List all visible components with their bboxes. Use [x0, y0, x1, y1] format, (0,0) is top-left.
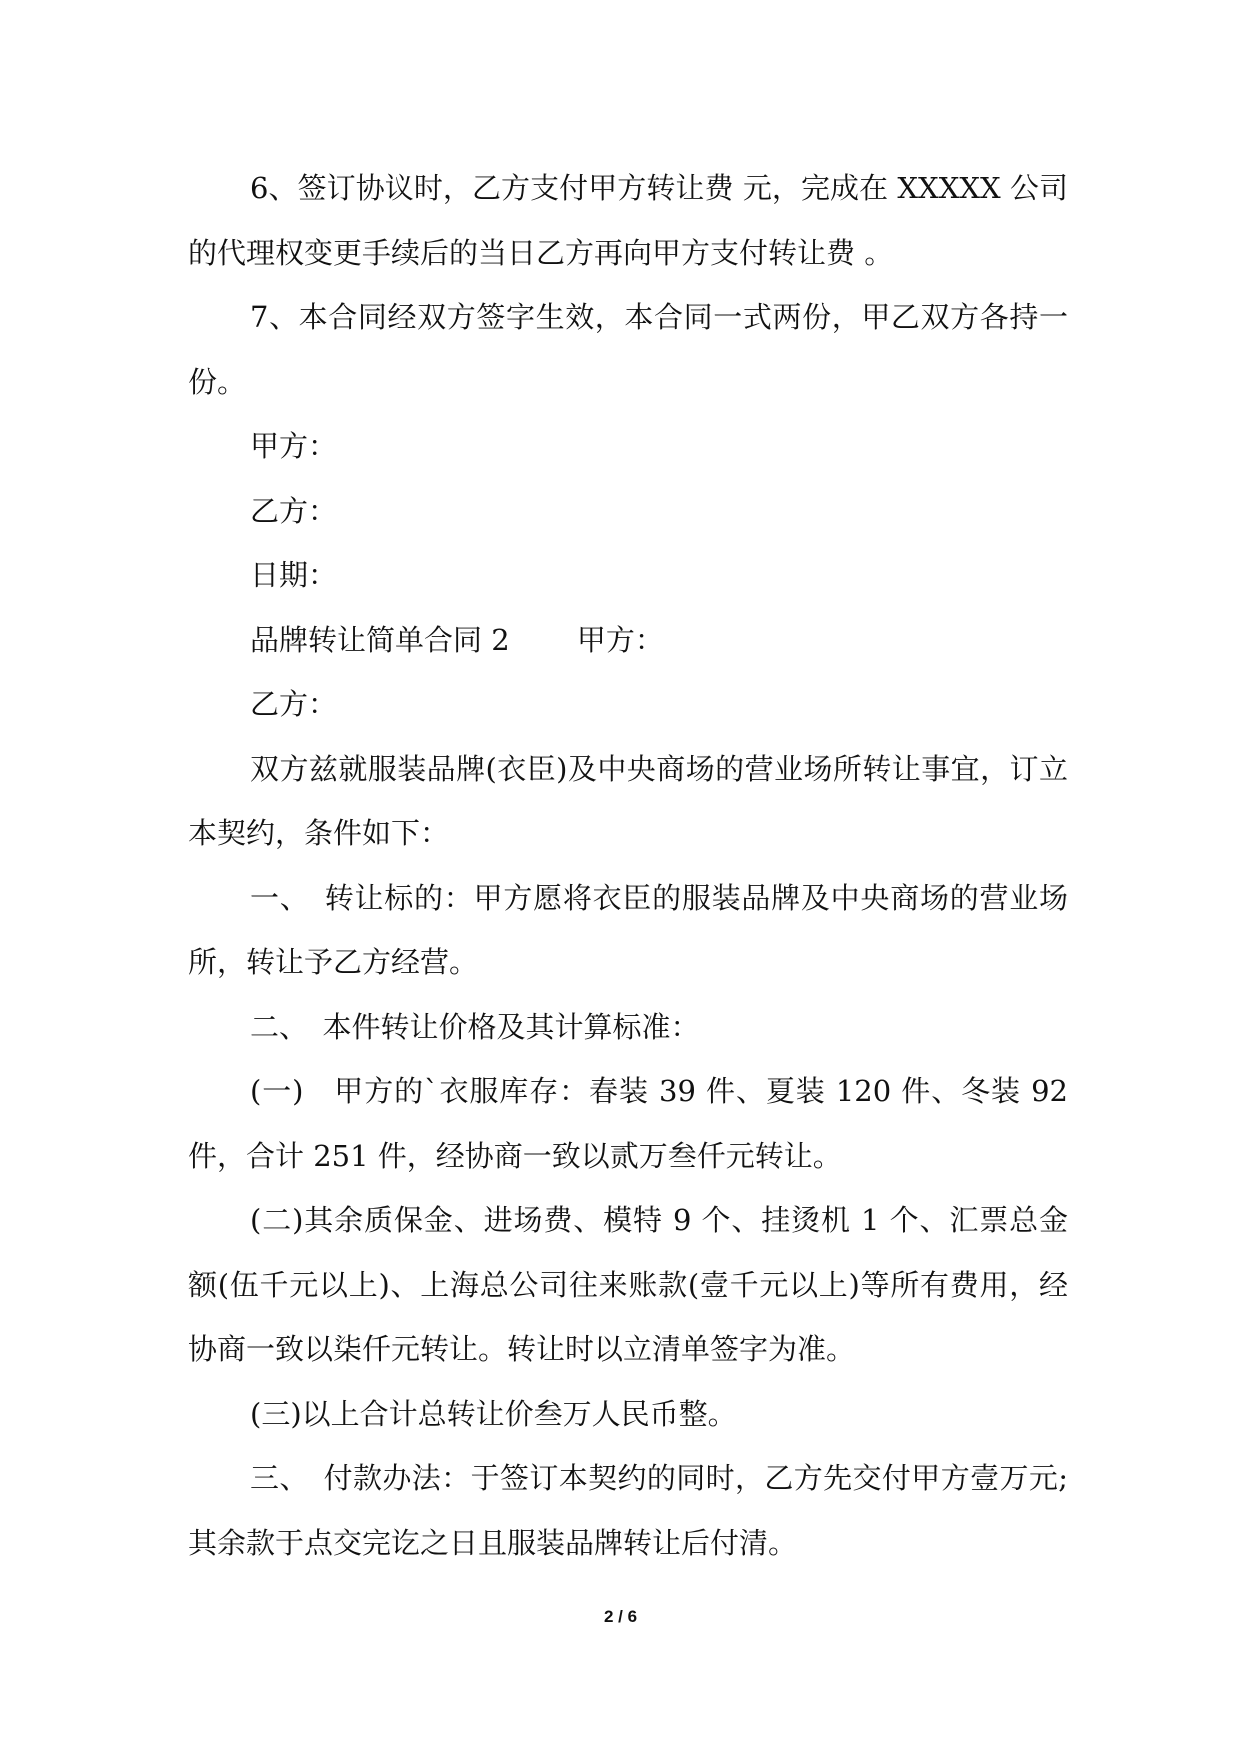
document-body [188, 156, 1078, 1575]
page-number: 2 / 6 [603, 1607, 638, 1626]
date-line: 日期： [250, 558, 338, 592]
article-2-price: 二、 本件转让价格及其计算标准： [250, 1009, 700, 1044]
article-2-item-3: (三)以上合计总转让价叁万人民币整。 [250, 1396, 737, 1431]
article-1-subject: 一、 转让标的：甲方愿将衣臣的服装品牌及中央商场的营业场所，转让予乙方经营。 [188, 880, 1068, 979]
clause-7-effect: 7、本合同经双方签字生效，本合同一式两份，甲乙双方各持一份。 [188, 300, 1068, 399]
article-2-item-1: (一) 甲方的`衣服库存：春装 39 件、夏装 120 件、冬装 92 件，合计 251 件，经协商一致以贰万叁仟元转让。 [188, 1074, 1078, 1173]
contract-2-title: 品牌转让简单合同 2 甲方： [250, 622, 664, 657]
contract-preamble: 双方兹就服装品牌(衣臣)及中央商场的营业场所转让事宜，订立本契约，条件如下： [188, 751, 1068, 850]
clause-6-payment: 6、签订协议时，乙方支付甲方转让费 元，完成在 XXXXX 公司的代理权变更手续后的当日乙方再向甲方支付转让费 。 [188, 171, 1068, 270]
party-b-line: 乙方： [250, 687, 338, 721]
article-2-item-2: (二)其余质保金、进场费、模特 9 个、挂烫机 1 个、汇票总金额(伍千元以上)、上海总公司往来账款(壹千元以上)等所有费用，经协商一致以柒仟元转让。转让时以立清单签字为准。 [188, 1203, 1068, 1366]
party-a-signature: 甲方： [250, 429, 338, 463]
article-3-payment: 三、 付款办法：于签订本契约的同时，乙方先交付甲方壹万元;其余款于点交完讫之日且服装品牌转让后付清。 [188, 1461, 1068, 1560]
party-b-signature: 乙方： [250, 493, 338, 528]
